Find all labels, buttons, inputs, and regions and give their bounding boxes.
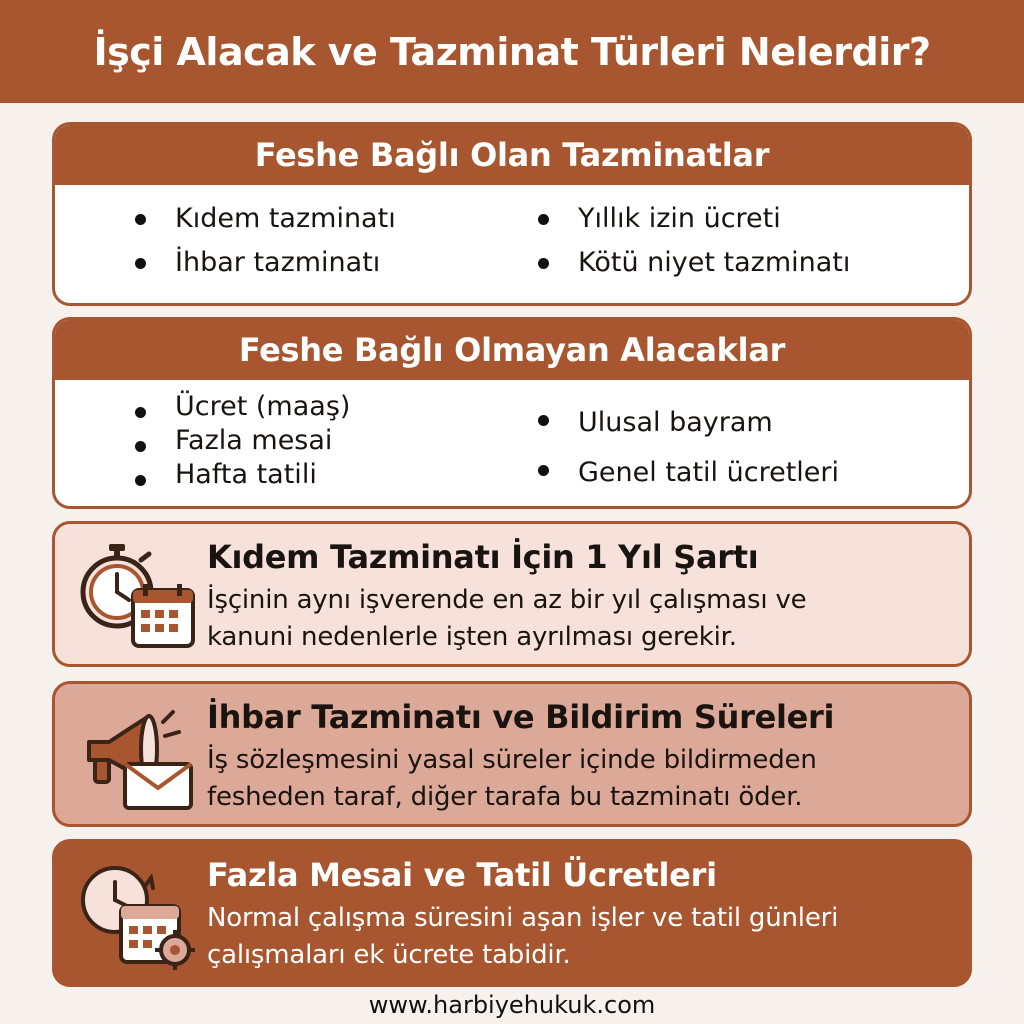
description-line: çalışmaları ek ücrete tabidir. (207, 940, 571, 970)
title-bar (0, 0, 1024, 103)
stopwatch-calendar-icon (79, 542, 199, 652)
card-heading: Feshe Bağlı Olmayan Alacaklar (55, 320, 969, 380)
list-item: İhbar tazminatı (135, 241, 538, 285)
panel-description (207, 900, 838, 974)
description-line: kanuni nedenlerle işten ayrılması gerekir. (207, 622, 737, 652)
description-line: İş sözleşmesini yasal süreler içinde bildirmeden (207, 745, 817, 775)
termination-compensations-card (52, 122, 972, 306)
bullet-list-right (538, 197, 850, 285)
page-title: İşçi Alacak ve Tazminat Türleri Nelerdir? (93, 29, 931, 74)
list-item: Genel tatil ücretleri (538, 448, 839, 498)
description-line: fesheden taraf, diğer tarafa bu tazminatı öder. (207, 782, 803, 812)
panel-description (207, 742, 834, 816)
panel-title: Fazla Mesai ve Tatil Ücretleri (207, 856, 717, 894)
list-item: Ulusal bayram (538, 398, 839, 448)
notice-compensation-panel (52, 681, 972, 827)
list-item: Kıdem tazminatı (135, 197, 538, 241)
description-line: Normal çalışma süresini aşan işler ve tatil günleri (207, 903, 839, 933)
bullet-list-left (135, 197, 538, 285)
overtime-holiday-pay-panel (52, 839, 972, 987)
list-item: Ücret (maaş) (135, 390, 538, 424)
bullet-list-left (135, 390, 538, 498)
description-line: İşçinin aynı işverende en az bir yıl çalışması ve (207, 585, 807, 615)
list-item: Hafta tatili (135, 458, 538, 492)
severance-requirement-panel (52, 521, 972, 667)
clock-calendar-gear-icon (79, 860, 199, 970)
list-item: Kötü niyet tazminatı (538, 241, 850, 285)
megaphone-envelope-icon (79, 702, 199, 812)
panel-title: İhbar Tazminatı ve Bildirim Süreleri (207, 698, 835, 736)
bullet-list-right (538, 390, 839, 498)
list-item: Fazla mesai (135, 424, 538, 458)
card-heading: Feshe Bağlı Olan Tazminatlar (55, 125, 969, 185)
panel-title: Kıdem Tazminatı İçin 1 Yıl Şartı (207, 538, 759, 576)
list-item: Yıllık izin ücreti (538, 197, 850, 241)
panel-description (207, 582, 806, 656)
non-termination-receivables-card (52, 317, 972, 509)
website-url: www.harbiyehukuk.com (368, 991, 656, 1019)
